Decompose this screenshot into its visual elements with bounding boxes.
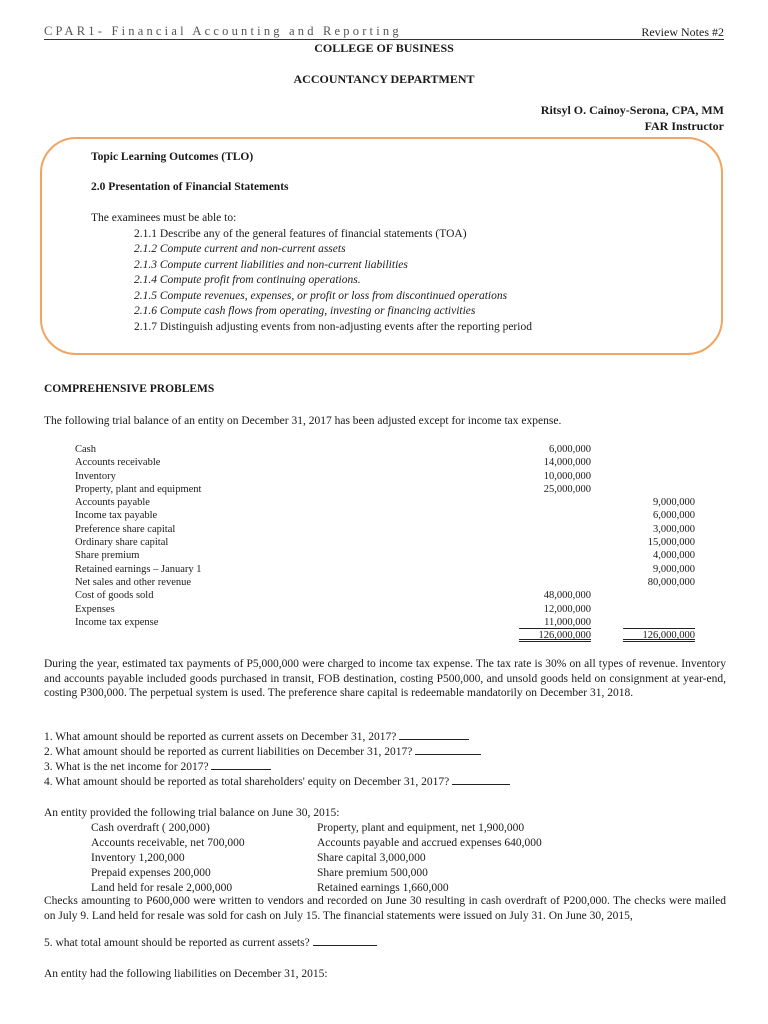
account-label: Preference share capital — [75, 523, 176, 535]
debit-amount: 25,000,000 — [543, 483, 591, 495]
credit-amount: 9,000,000 — [653, 563, 695, 575]
debit-amount: 12,000,000 — [543, 603, 591, 615]
tlo-item: 2.1.5 Compute revenues, expenses, or profit or loss from discontinued operations — [134, 290, 508, 302]
trial-balance-row — [75, 549, 695, 562]
problem1-intro: The following trial balance of an entity on December 31, 2017 has been adjusted except for income tax expense. — [44, 415, 562, 427]
trial-balance-row — [75, 563, 695, 576]
tb-line: Accounts payable and accrued expenses 640,000 — [317, 837, 542, 849]
account-label: Net sales and other revenue — [75, 576, 192, 588]
total-credit: 126,000,000 — [623, 629, 695, 642]
tb-line: Land held for resale 2,000,000 — [91, 882, 233, 894]
tb-line: Inventory 1,200,000 — [91, 852, 185, 864]
problem2-intro: An entity provided the following trial balance on June 30, 2015: — [44, 807, 340, 819]
course-title: CPAR1- Financial Accounting and Reporting — [44, 24, 402, 38]
credit-amount: 9,000,000 — [653, 497, 695, 509]
credit-amount: 80,000,000 — [647, 576, 695, 588]
trial-balance-row — [75, 443, 695, 456]
college-heading: COLLEGE OF BUSINESS — [314, 41, 454, 55]
tb-line: Share capital 3,000,000 — [317, 852, 426, 864]
account-label: Cost of goods sold — [75, 590, 154, 602]
trial-balance-row — [75, 523, 695, 536]
debit-amount: 10,000,000 — [543, 470, 591, 482]
trial-balance-row — [75, 483, 695, 496]
question-2: 2. What amount should be reported as current liabilities on December 31, 2017? — [44, 746, 481, 758]
account-label: Accounts receivable — [75, 457, 161, 469]
tlo-intro: The examinees must be able to: — [91, 212, 237, 224]
credit-amount — [623, 603, 695, 616]
debit-amount: 14,000,000 — [543, 457, 591, 469]
trial-balance-row — [75, 603, 695, 616]
instructor-name: Ritsyl O. Cainoy-Serona, CPA, MM — [540, 103, 724, 117]
instructor-title: FAR Instructor — [644, 119, 724, 133]
debit-amount: 11,000,000 — [519, 616, 591, 629]
account-label: Income tax payable — [75, 510, 158, 522]
trial-balance-total-row — [75, 629, 695, 642]
debit-amount — [519, 576, 591, 589]
account-label: Property, plant and equipment — [75, 483, 202, 495]
question-4: 4. What amount should be reported as total shareholders' equity on December 31, 2017? — [44, 776, 510, 788]
problem2-right-column — [317, 821, 542, 896]
tlo-item: 2.1.1 Describe any of the general features of financial statements (TOA) — [134, 228, 467, 240]
trial-balance-row — [75, 616, 695, 629]
credit-amount — [623, 483, 695, 496]
header-rule — [44, 39, 724, 40]
account-label: Income tax expense — [75, 616, 159, 628]
credit-amount — [623, 456, 695, 469]
trial-balance-row — [75, 456, 695, 469]
account-label: Expenses — [75, 603, 115, 615]
debit-amount: 48,000,000 — [543, 590, 591, 602]
total-debit: 126,000,000 — [519, 629, 591, 642]
trial-balance-row — [75, 496, 695, 509]
debit-amount: 6,000,000 — [549, 444, 591, 455]
debit-amount — [519, 523, 591, 536]
trial-balance-row — [75, 470, 695, 483]
trial-balance-row — [75, 536, 695, 549]
question-1: 1. What amount should be reported as current assets on December 31, 2017? — [44, 731, 469, 743]
problem2-left-column — [91, 821, 245, 896]
department-heading: ACCOUNTANCY DEPARTMENT — [293, 72, 475, 86]
tb-line: Prepaid expenses 200,000 — [91, 867, 211, 879]
tlo-topic: 2.0 Presentation of Financial Statements — [91, 181, 289, 193]
credit-amount — [623, 616, 695, 629]
credit-amount: 4,000,000 — [653, 550, 695, 562]
account-label: Share premium — [75, 550, 140, 562]
credit-amount: 6,000,000 — [653, 510, 695, 522]
debit-amount — [519, 549, 591, 562]
credit-amount — [623, 470, 695, 483]
account-label: Cash — [75, 444, 96, 455]
debit-amount — [519, 536, 591, 549]
question-5: 5. what total amount should be reported as current assets? — [44, 937, 377, 949]
tlo-item: 2.1.2 Compute current and non-current assets — [134, 243, 346, 255]
problem3-intro: An entity had the following liabilities on December 31, 2015: — [44, 968, 328, 980]
debit-amount — [519, 563, 591, 576]
tb-line: Share premium 500,000 — [317, 867, 428, 879]
trial-balance-row — [75, 576, 695, 589]
trial-balance-row — [75, 589, 695, 602]
credit-amount: 3,000,000 — [653, 523, 695, 535]
tb-line: Retained earnings 1,660,000 — [317, 882, 449, 894]
account-label: Retained earnings – January 1 — [75, 563, 202, 575]
account-label: Ordinary share capital — [75, 537, 169, 549]
account-label: Inventory — [75, 470, 116, 482]
account-label: Accounts payable — [75, 497, 150, 509]
debit-amount — [519, 509, 591, 522]
tlo-item: 2.1.6 Compute cash flows from operating, investing or financing activities — [134, 305, 476, 317]
tb-line: Cash overdraft ( 200,000) — [91, 822, 210, 834]
review-notes-label: Review Notes #2 — [641, 25, 724, 39]
tlo-item: 2.1.7 Distinguish adjusting events from non-adjusting events after the reporting period — [134, 321, 532, 333]
tlo-heading: Topic Learning Outcomes (TLO) — [91, 151, 254, 163]
debit-amount — [519, 496, 591, 509]
trial-balance-row — [75, 509, 695, 522]
tlo-item: 2.1.3 Compute current liabilities and non-current liabilities — [134, 259, 408, 271]
question-3: 3. What is the net income for 2017? — [44, 761, 271, 773]
trial-balance-table — [75, 443, 695, 642]
credit-amount — [623, 443, 695, 456]
problem1-narrative: During the year, estimated tax payments of P5,000,000 were charged to income tax expense. The tax rate is 30% on all types of revenue. Inventory and accounts payable included goods purchased in transit, FOB destination, costing P500,000, and unsold goods held on consignment at year-end, costing P300,000. The perpetual system is used. The preference share capital is redeemable mandatorily on December 31, 2018. — [44, 658, 726, 699]
tb-line: Accounts receivable, net 700,000 — [91, 837, 245, 849]
credit-amount: 15,000,000 — [647, 537, 695, 549]
problem2-narrative: Checks amounting to P600,000 were written to vendors and recorded on June 30 resulting in cash overdraft of P200,000. The checks were mailed on July 9. Land held for resale was sold for cash on July 15. The financial statements were issued on July 31. On June 30, 2015, — [44, 895, 726, 922]
credit-amount — [623, 589, 695, 602]
tb-line: Property, plant and equipment, net 1,900,000 — [317, 822, 525, 834]
section-heading: COMPREHENSIVE PROBLEMS — [44, 383, 215, 395]
tlo-item: 2.1.4 Compute profit from continuing operations. — [134, 274, 361, 286]
